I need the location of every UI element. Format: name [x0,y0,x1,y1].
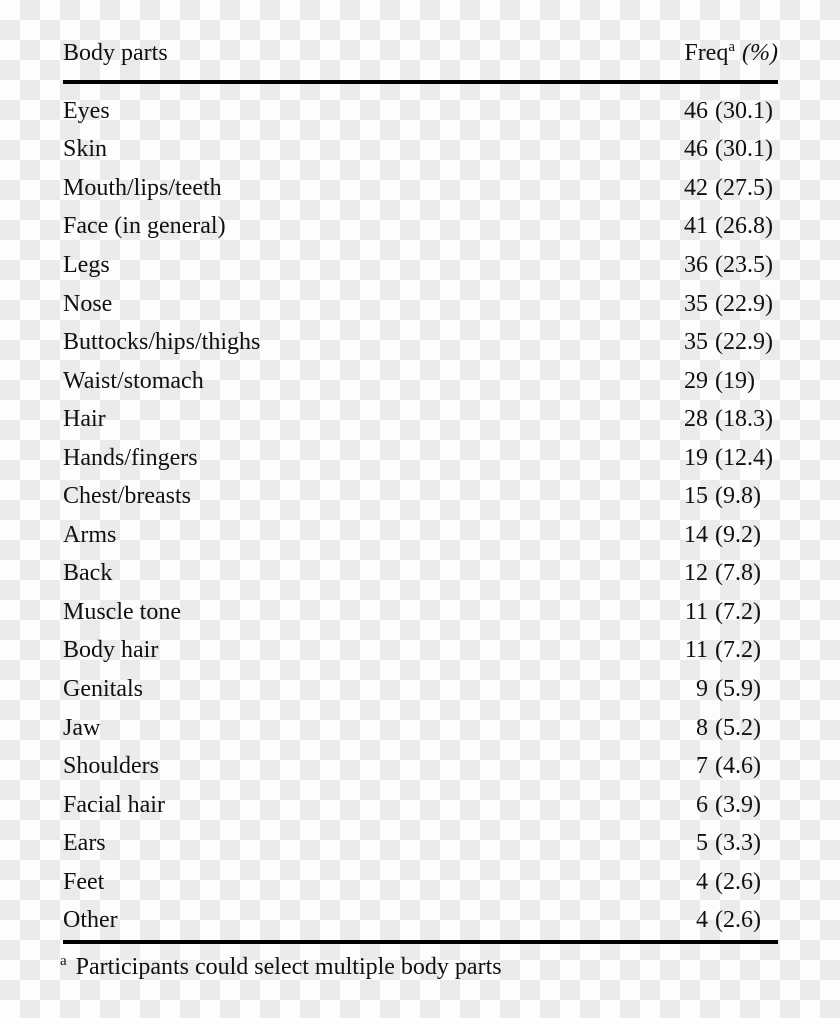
freq-percent: (30.1) [715,136,773,163]
freq-count: 28 [684,406,708,433]
body-part-label: Chest/breasts [63,483,191,510]
table-row [63,670,778,709]
freq-count: 42 [684,174,708,201]
body-part-label: Arms [63,521,117,548]
freq-value [683,637,778,664]
freq-count: 8 [696,714,708,741]
freq-count: 11 [684,598,708,625]
freq-value [683,522,778,549]
freq-count: 29 [684,367,708,394]
freq-percent: (5.9) [715,675,761,702]
freq-value [683,136,778,163]
freq-value [683,368,778,395]
table-row [63,400,778,439]
body-part-label: Back [63,560,113,587]
freq-percent: (7.2) [715,637,761,664]
body-part-label: Body hair [63,637,159,664]
table-row [63,901,778,940]
freq-superscript: a [728,39,736,55]
table-row [63,709,778,748]
freq-percent: (19) [715,367,755,394]
table-row [63,824,778,863]
freq-percent: (7.8) [715,560,761,587]
freq-percent-unit: (%) [742,40,778,66]
freq-value [683,676,778,703]
table-rows [63,92,778,940]
table-row [63,92,778,131]
table-bottom-rule [63,940,778,944]
body-part-label: Legs [63,251,110,278]
freq-value [683,213,778,240]
freq-value [683,329,778,356]
body-part-label: Jaw [63,714,101,741]
body-part-label: Mouth/lips/teeth [63,174,222,201]
body-part-label: Shoulders [63,753,159,780]
freq-percent: (2.6) [715,868,761,895]
table-header-row [63,38,778,68]
table-row [63,208,778,247]
freq-count: 36 [684,251,708,278]
frequency-table [60,0,778,1018]
table-row [63,747,778,786]
freq-count: 35 [684,290,708,317]
freq-percent: (2.6) [715,907,761,934]
freq-value [683,753,778,780]
body-part-label: Skin [63,136,108,163]
table-row [63,131,778,170]
freq-percent: (3.9) [715,791,761,818]
freq-percent: (4.6) [715,753,761,780]
freq-value [683,291,778,318]
body-part-label: Ears [63,830,106,857]
freq-value [683,869,778,896]
freq-count: 35 [684,329,708,356]
freq-percent: (9.2) [715,521,761,548]
body-part-label: Muscle tone [63,598,181,625]
body-part-label: Buttocks/hips/thighs [63,329,261,356]
freq-percent: (22.9) [715,329,773,356]
body-part-label: Eyes [63,97,110,124]
freq-count: 41 [684,213,708,240]
freq-count: 12 [684,560,708,587]
freq-count: 4 [696,868,708,895]
freq-count: 46 [684,97,708,124]
freq-count: 5 [696,830,708,857]
body-part-label: Hair [63,406,106,433]
table-top-rule [63,80,778,84]
body-part-label: Hands/fingers [63,444,198,471]
table-row [63,477,778,516]
freq-percent: (7.2) [715,598,761,625]
freq-value [683,830,778,857]
body-part-label: Facial hair [63,791,165,818]
freq-count: 15 [684,483,708,510]
body-part-label: Feet [63,868,105,895]
table-row [63,246,778,285]
column-header-freq [684,38,778,68]
body-part-label: Nose [63,290,113,317]
freq-percent: (5.2) [715,714,761,741]
table-row [63,439,778,478]
footnote-superscript: a [60,953,67,969]
freq-percent: (26.8) [715,213,773,240]
freq-value [683,445,778,472]
freq-count: 46 [684,136,708,163]
freq-value [683,560,778,587]
body-part-label: Waist/stomach [63,367,204,394]
freq-count: 14 [684,521,708,548]
freq-count: 6 [696,791,708,818]
body-part-label: Other [63,907,118,934]
table-row [63,593,778,632]
freq-count: 19 [684,444,708,471]
table-row [63,555,778,594]
freq-percent: (22.9) [715,290,773,317]
freq-value [683,175,778,202]
body-part-label: Genitals [63,675,143,702]
body-part-label: Face (in general) [63,213,226,240]
freq-value [683,907,778,934]
freq-percent: (9.8) [715,483,761,510]
freq-value [683,406,778,433]
freq-percent: (27.5) [715,174,773,201]
column-header-body-parts: Body parts [63,40,168,66]
freq-count: 7 [696,753,708,780]
freq-value [683,715,778,742]
table-row [63,362,778,401]
freq-value [683,252,778,279]
freq-percent: (12.4) [715,444,773,471]
table-row [63,786,778,825]
freq-label: Freq [684,40,729,66]
freq-count: 9 [696,675,708,702]
freq-count: 4 [696,907,708,934]
table-row [63,516,778,555]
table-footnote [60,951,775,983]
table-row [63,323,778,362]
table-row [63,285,778,324]
footnote-text: Participants could select multiple body parts [75,954,502,980]
freq-percent: (30.1) [715,97,773,124]
freq-value [683,98,778,125]
freq-percent: (18.3) [715,406,773,433]
freq-percent: (23.5) [715,251,773,278]
freq-count: 11 [684,637,708,664]
freq-value [683,792,778,819]
table-row [63,169,778,208]
freq-value [683,483,778,510]
freq-value [683,599,778,626]
table-row [63,632,778,671]
freq-percent: (3.3) [715,830,761,857]
table-row [63,863,778,902]
